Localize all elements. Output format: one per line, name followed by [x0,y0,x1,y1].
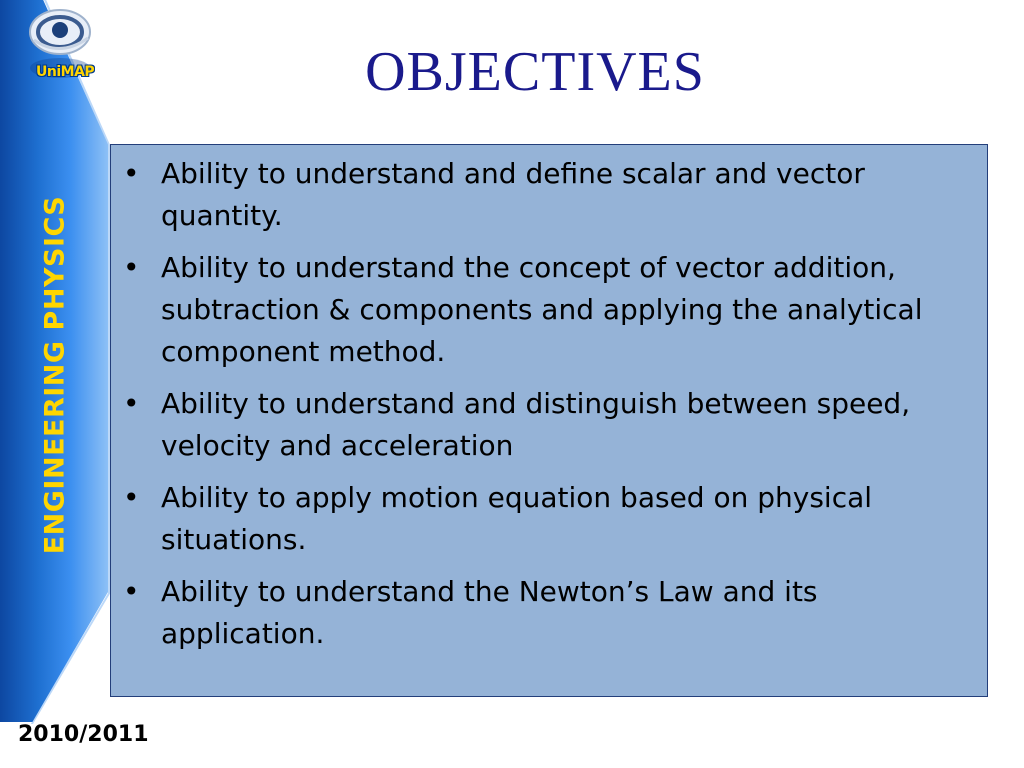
page-title: OBJECTIVES [365,41,705,103]
university-logo [14,2,106,94]
objective-text: Ability to apply motion equation based on physical situations. [161,481,873,556]
course-title-word-1: ENGINEERING [39,340,71,555]
academic-year: 2010/2011 [18,722,149,747]
list-item [123,247,979,373]
list-item [123,477,979,561]
objective-text: Ability to understand the concept of vector addition, subtraction & components and applying the analytical component method. [161,251,923,368]
list-item [123,153,979,237]
objective-text: Ability to understand and define scalar and vector quantity. [161,157,865,232]
objective-text: Ability to understand and distinguish between speed, velocity and acceleration [161,387,911,462]
course-vertical-title [40,196,71,555]
list-item [123,571,979,655]
bullet-icon: • [123,251,140,284]
logo-text: UniMAP [36,64,95,80]
course-title-word-2: PHYSICS [39,195,71,331]
bullet-icon: • [123,481,140,514]
bullet-icon: • [123,387,140,420]
bullet-icon: • [123,575,140,608]
objectives-list [111,145,987,655]
list-item [123,383,979,467]
bullet-icon: • [123,157,140,190]
objective-text: Ability to understand the Newton’s Law and its application. [161,575,818,650]
objectives-box [110,144,988,697]
logo-emblem-icon [14,2,106,94]
